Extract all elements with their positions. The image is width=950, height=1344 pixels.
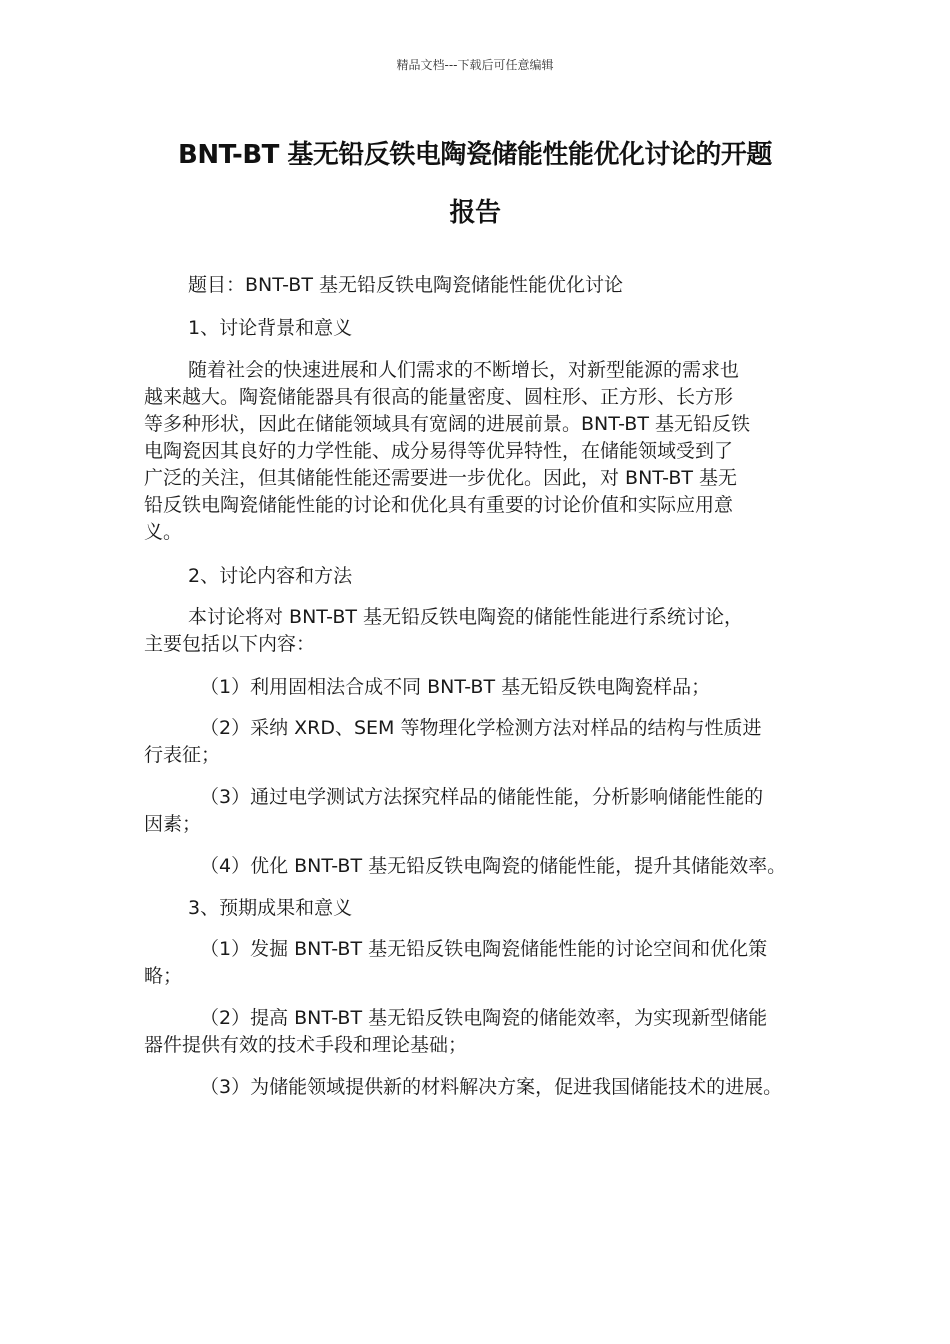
section-3-item-3	[144, 1074, 824, 1101]
section-2-intro	[144, 604, 824, 658]
list-item-line: 略；	[144, 965, 183, 987]
list-item-line: （2）提高 BNT-BT 基无铅反铁电陶瓷的储能效率，为实现新型储能	[200, 1007, 768, 1029]
section-2-heading	[144, 563, 824, 590]
paragraph-line: 等多种形状，因此在储能领域具有宽阔的进展前景。BNT-BT 基无铅反铁	[144, 413, 750, 435]
section-2-item-3	[144, 784, 824, 838]
section-2-heading-text: 2、讨论内容和方法	[188, 565, 353, 587]
paragraph-line: 主要包括以下内容：	[144, 633, 316, 655]
section-3-item-1	[144, 936, 824, 990]
list-item-line: （3）通过电学测试方法探究样品的储能性能，分析影响储能性能的	[200, 786, 764, 808]
list-item-line: （1）利用固相法合成不同 BNT-BT 基无铅反铁电陶瓷样品；	[200, 676, 711, 698]
document-title-line-2: 报告	[449, 198, 501, 228]
list-item-line: （3）为储能领域提供新的材料解决方案，促进我国储能技术的进展。	[200, 1076, 783, 1098]
list-item-line: 器件提供有效的技术手段和理论基础；	[144, 1034, 468, 1056]
header-note: 精品文档---下载后可任意编辑	[396, 58, 554, 72]
paragraph-line: 随着社会的快速进展和人们需求的不断增长，对新型能源的需求也	[188, 359, 740, 381]
paragraph-line: 电陶瓷因其良好的力学性能、成分易得等优异特性，在储能领域受到了	[144, 440, 734, 462]
list-item-line: 因素；	[144, 813, 202, 835]
list-item-line: 行表征；	[144, 744, 221, 766]
section-2-item-1	[144, 674, 824, 701]
topic-text: 题目：BNT-BT 基无铅反铁电陶瓷储能性能优化讨论	[188, 274, 623, 296]
section-2-item-2	[144, 715, 824, 769]
section-1-heading-text: 1、讨论背景和意义	[188, 317, 353, 339]
list-item-line: （2）采纳 XRD、SEM 等物理化学检测方法对样品的结构与性质进	[200, 717, 762, 739]
section-1-heading	[144, 315, 824, 342]
paragraph-line: 义。	[144, 521, 183, 543]
section-1-paragraph	[144, 357, 824, 546]
paragraph-line: 铅反铁电陶瓷储能性能的讨论和优化具有重要的讨论价值和实际应用意	[144, 494, 734, 516]
list-item-line: （1）发掘 BNT-BT 基无铅反铁电陶瓷储能性能的讨论空间和优化策	[200, 938, 768, 960]
paragraph-line: 本讨论将对 BNT-BT 基无铅反铁电陶瓷的储能性能进行系统讨论，	[188, 606, 744, 628]
document-title-line-1: BNT-BT 基无铅反铁电陶瓷储能性能优化讨论的开题	[178, 140, 772, 170]
paragraph-line: 广泛的关注，但其储能性能还需要进一步优化。因此，对 BNT-BT 基无	[144, 467, 738, 489]
section-3-heading	[144, 895, 824, 922]
section-3-heading-text: 3、预期成果和意义	[188, 897, 353, 919]
section-2-item-4	[144, 853, 824, 880]
list-item-line: （4）优化 BNT-BT 基无铅反铁电陶瓷的储能性能，提升其储能效率。	[200, 855, 787, 877]
paragraph-line: 越来越大。陶瓷储能器具有很高的能量密度、圆柱形、正方形、长方形	[144, 386, 734, 408]
section-3-item-2	[144, 1005, 824, 1059]
topic-line	[144, 272, 824, 299]
